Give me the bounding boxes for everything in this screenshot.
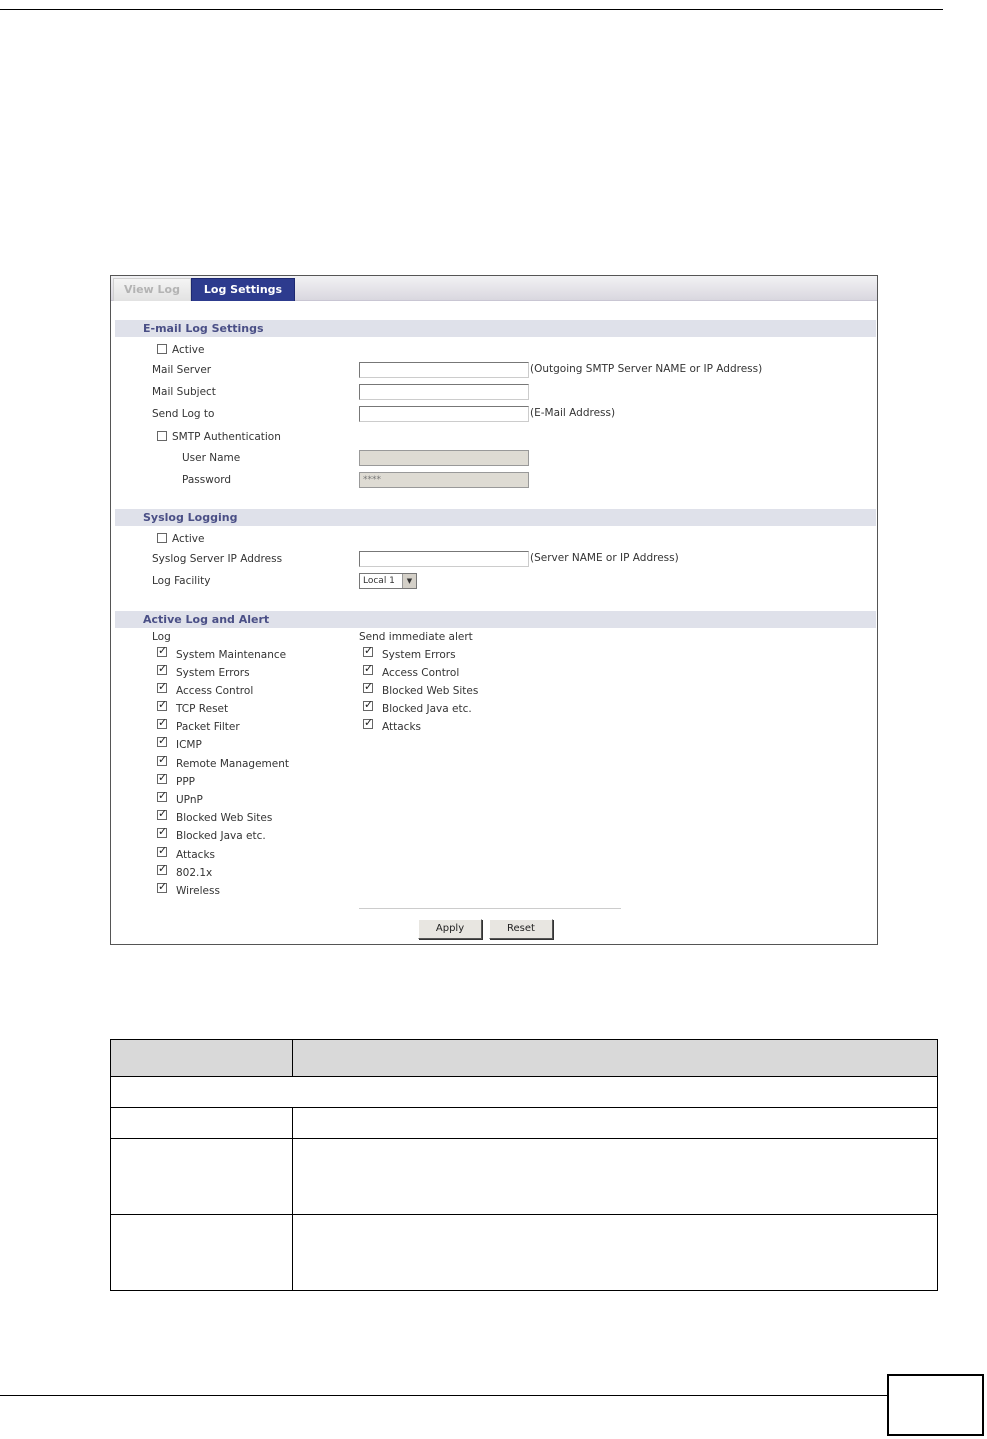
mail-subject-input[interactable]: [359, 384, 529, 400]
alert-item-label: Blocked Java etc.: [382, 703, 472, 715]
log-ppp-checkbox[interactable]: [157, 774, 167, 784]
table-row: [111, 1077, 938, 1108]
log-wireless-checkbox[interactable]: [157, 883, 167, 893]
syslog-active-checkbox[interactable]: [157, 533, 167, 543]
mail-subject-label: Mail Subject: [152, 386, 216, 398]
table-cell: [293, 1108, 938, 1139]
log-facility-label: Log Facility: [152, 575, 211, 587]
table-cell: [111, 1215, 293, 1291]
mail-server-hint: (Outgoing SMTP Server NAME or IP Address): [530, 363, 763, 375]
footer-rule: [0, 1395, 887, 1396]
log-item-label: System Errors: [176, 667, 250, 679]
password-input[interactable]: [359, 472, 529, 488]
mail-server-label: Mail Server: [152, 364, 212, 376]
table-cell: [293, 1139, 938, 1215]
alert-item-label: System Errors: [382, 649, 456, 661]
mail-server-input[interactable]: [359, 362, 529, 378]
table-row: [111, 1139, 938, 1215]
log-packet-filter-checkbox[interactable]: [157, 719, 167, 729]
log-remote-management-checkbox[interactable]: [157, 756, 167, 766]
log-item-label: System Maintenance: [176, 649, 287, 661]
log-item-label: Attacks: [176, 849, 215, 861]
syslog-server-label: Syslog Server IP Address: [152, 553, 283, 565]
alert-column-header: Send immediate alert: [359, 631, 473, 643]
log-system-maintenance-checkbox[interactable]: [157, 647, 167, 657]
password-label: Password: [182, 474, 232, 486]
send-log-to-hint: (E-Mail Address): [530, 407, 616, 419]
alert-item-label: Access Control: [382, 667, 460, 679]
button-divider: [359, 908, 621, 909]
log-item-label: ICMP: [176, 739, 202, 751]
table-cell: [111, 1139, 293, 1215]
header-rule: [0, 9, 943, 10]
chevron-down-icon[interactable]: ▼: [402, 574, 416, 588]
log-8021x-checkbox[interactable]: [157, 865, 167, 875]
syslog-section-header: Syslog Logging: [115, 509, 876, 526]
log-settings-panel: [110, 275, 878, 945]
alert-item-label: Attacks: [382, 721, 421, 733]
log-icmp-checkbox[interactable]: [157, 737, 167, 747]
log-blocked-web-sites-checkbox[interactable]: [157, 810, 167, 820]
table-row: [111, 1215, 938, 1291]
alert-system-errors-checkbox[interactable]: [363, 647, 373, 657]
log-tcp-reset-checkbox[interactable]: [157, 701, 167, 711]
user-name-input[interactable]: [359, 450, 529, 466]
send-log-to-input[interactable]: [359, 406, 529, 422]
log-access-control-checkbox[interactable]: [157, 683, 167, 693]
log-item-label: Remote Management: [176, 758, 290, 770]
log-item-label: PPP: [176, 776, 195, 788]
page-number-box: [887, 1374, 984, 1436]
syslog-server-input[interactable]: [359, 551, 529, 567]
tab-log-settings[interactable]: Log Settings: [191, 278, 295, 301]
send-log-to-label: Send Log to: [152, 408, 215, 420]
log-item-label: UPnP: [176, 794, 203, 806]
description-table: [110, 1039, 938, 1291]
log-attacks-checkbox[interactable]: [157, 847, 167, 857]
alert-item-label: Blocked Web Sites: [382, 685, 479, 697]
user-name-label: User Name: [182, 452, 241, 464]
alert-blocked-web-sites-checkbox[interactable]: [363, 683, 373, 693]
log-item-label: Blocked Web Sites: [176, 812, 273, 824]
email-active-label: Active: [172, 344, 205, 356]
tab-bar: [111, 276, 877, 301]
log-column-header: Log: [152, 631, 171, 643]
log-item-label: Packet Filter: [176, 721, 240, 733]
table-row: [111, 1108, 938, 1139]
table-header-cell: [293, 1040, 938, 1077]
table-cell: [111, 1077, 938, 1108]
log-blocked-java-checkbox[interactable]: [157, 828, 167, 838]
syslog-active-label: Active: [172, 533, 205, 545]
log-upnp-checkbox[interactable]: [157, 792, 167, 802]
email-section-header: E-mail Log Settings: [115, 320, 876, 337]
alert-access-control-checkbox[interactable]: [363, 665, 373, 675]
log-item-label: Wireless: [176, 885, 220, 897]
log-item-label: Blocked Java etc.: [176, 830, 266, 842]
log-item-label: TCP Reset: [176, 703, 229, 715]
log-item-label: 802.1x: [176, 867, 213, 879]
tab-view-log[interactable]: View Log: [113, 278, 191, 301]
table-header-cell: [111, 1040, 293, 1077]
log-item-label: Access Control: [176, 685, 254, 697]
table-cell: [293, 1215, 938, 1291]
log-facility-value: Local 1: [363, 576, 395, 586]
alert-blocked-java-checkbox[interactable]: [363, 701, 373, 711]
syslog-server-hint: (Server NAME or IP Address): [530, 552, 679, 564]
table-header-row: [111, 1040, 938, 1077]
table-cell: [111, 1108, 293, 1139]
alert-section-header: Active Log and Alert: [115, 611, 876, 628]
reset-button[interactable]: Reset: [489, 919, 553, 939]
log-facility-select[interactable]: [359, 573, 417, 589]
smtp-auth-checkbox[interactable]: [157, 431, 167, 441]
email-active-checkbox[interactable]: [157, 344, 167, 354]
alert-attacks-checkbox[interactable]: [363, 719, 373, 729]
smtp-auth-label: SMTP Authentication: [172, 431, 281, 443]
apply-button[interactable]: Apply: [418, 919, 482, 939]
log-system-errors-checkbox[interactable]: [157, 665, 167, 675]
